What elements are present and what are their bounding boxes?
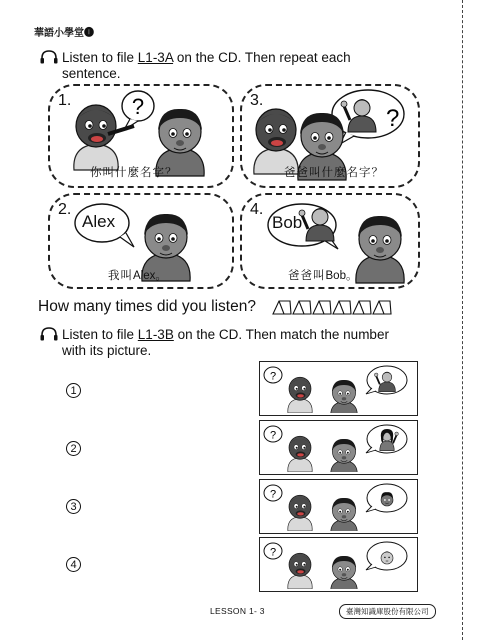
match-picture-illustration [260,480,415,531]
listen-count-question: How many times did you listen? [38,298,256,315]
match-picture-2[interactable] [259,420,418,475]
book-title: 華語小學堂❶ [34,28,94,39]
panel-number: 3. [250,92,264,109]
file-link-l1-3a[interactable]: L1-3A [137,50,174,65]
match-picture-1[interactable] [259,361,418,416]
instruction-1-post: on the CD. Then repeat each [173,50,351,65]
svg-text:?: ? [269,370,277,383]
caption-panel-3: 爸爸叫什麼名字？ [284,165,384,179]
match-number-3[interactable]: 3 [66,499,81,514]
match-picture-illustration [260,421,415,472]
tally-mark[interactable] [293,301,311,314]
panel-2 [48,193,234,289]
match-number-2[interactable]: 2 [66,441,81,456]
listen-count-tally[interactable] [272,299,392,315]
baby-face-icon [381,552,393,564]
caption-panel-2: 我叫Alex。 [108,268,168,282]
tally-mark[interactable] [333,301,351,314]
instruction-1-line2: sentence. [62,66,121,81]
tally-mark[interactable] [313,301,331,314]
bubble-text: Alex [82,212,116,231]
tally-mark[interactable] [273,301,291,314]
instruction-2-line2: with its picture. [62,343,152,358]
publisher-label: 臺灣知識庫股份有限公司 [339,604,436,619]
panel-1 [48,84,234,188]
panel-number: 4. [250,201,264,218]
question-mark: ? [386,105,400,132]
tally-mark[interactable] [373,301,391,314]
match-number-1[interactable]: 1 [66,383,81,398]
panel-number: 2. [58,201,72,218]
bubble-text: Bob [272,213,303,232]
match-number-4[interactable]: 4 [66,557,81,572]
instruction-1-pre: Listen to file [62,50,138,65]
svg-text:?: ? [269,488,277,501]
tally-mark[interactable] [353,301,371,314]
file-link-l1-3b[interactable]: L1-3B [137,327,174,342]
headphones-icon [40,50,58,64]
panel-number: 1. [58,92,72,109]
headphones-icon [40,327,58,341]
match-picture-illustration [260,538,415,589]
match-picture-3[interactable] [259,479,418,534]
boy-face-icon [381,492,393,506]
match-picture-4[interactable] [259,537,418,592]
svg-text:?: ? [269,546,277,559]
instruction-2-post: on the CD. Then match the number [173,327,389,342]
svg-text:?: ? [269,429,277,442]
panel-4 [240,193,420,289]
cut-line [462,0,463,640]
caption-panel-1: 你叫什麼名字？ [90,165,178,179]
instruction-2 [40,327,440,359]
instruction-2-pre: Listen to file [62,327,138,342]
match-picture-illustration [260,362,415,413]
caption-panel-4: 爸爸叫Bob。 [288,268,359,282]
panel-3 [240,84,420,188]
instruction-1 [40,50,440,82]
lesson-label: LESSON 1- 3 [210,606,265,616]
question-mark: ? [131,94,145,119]
